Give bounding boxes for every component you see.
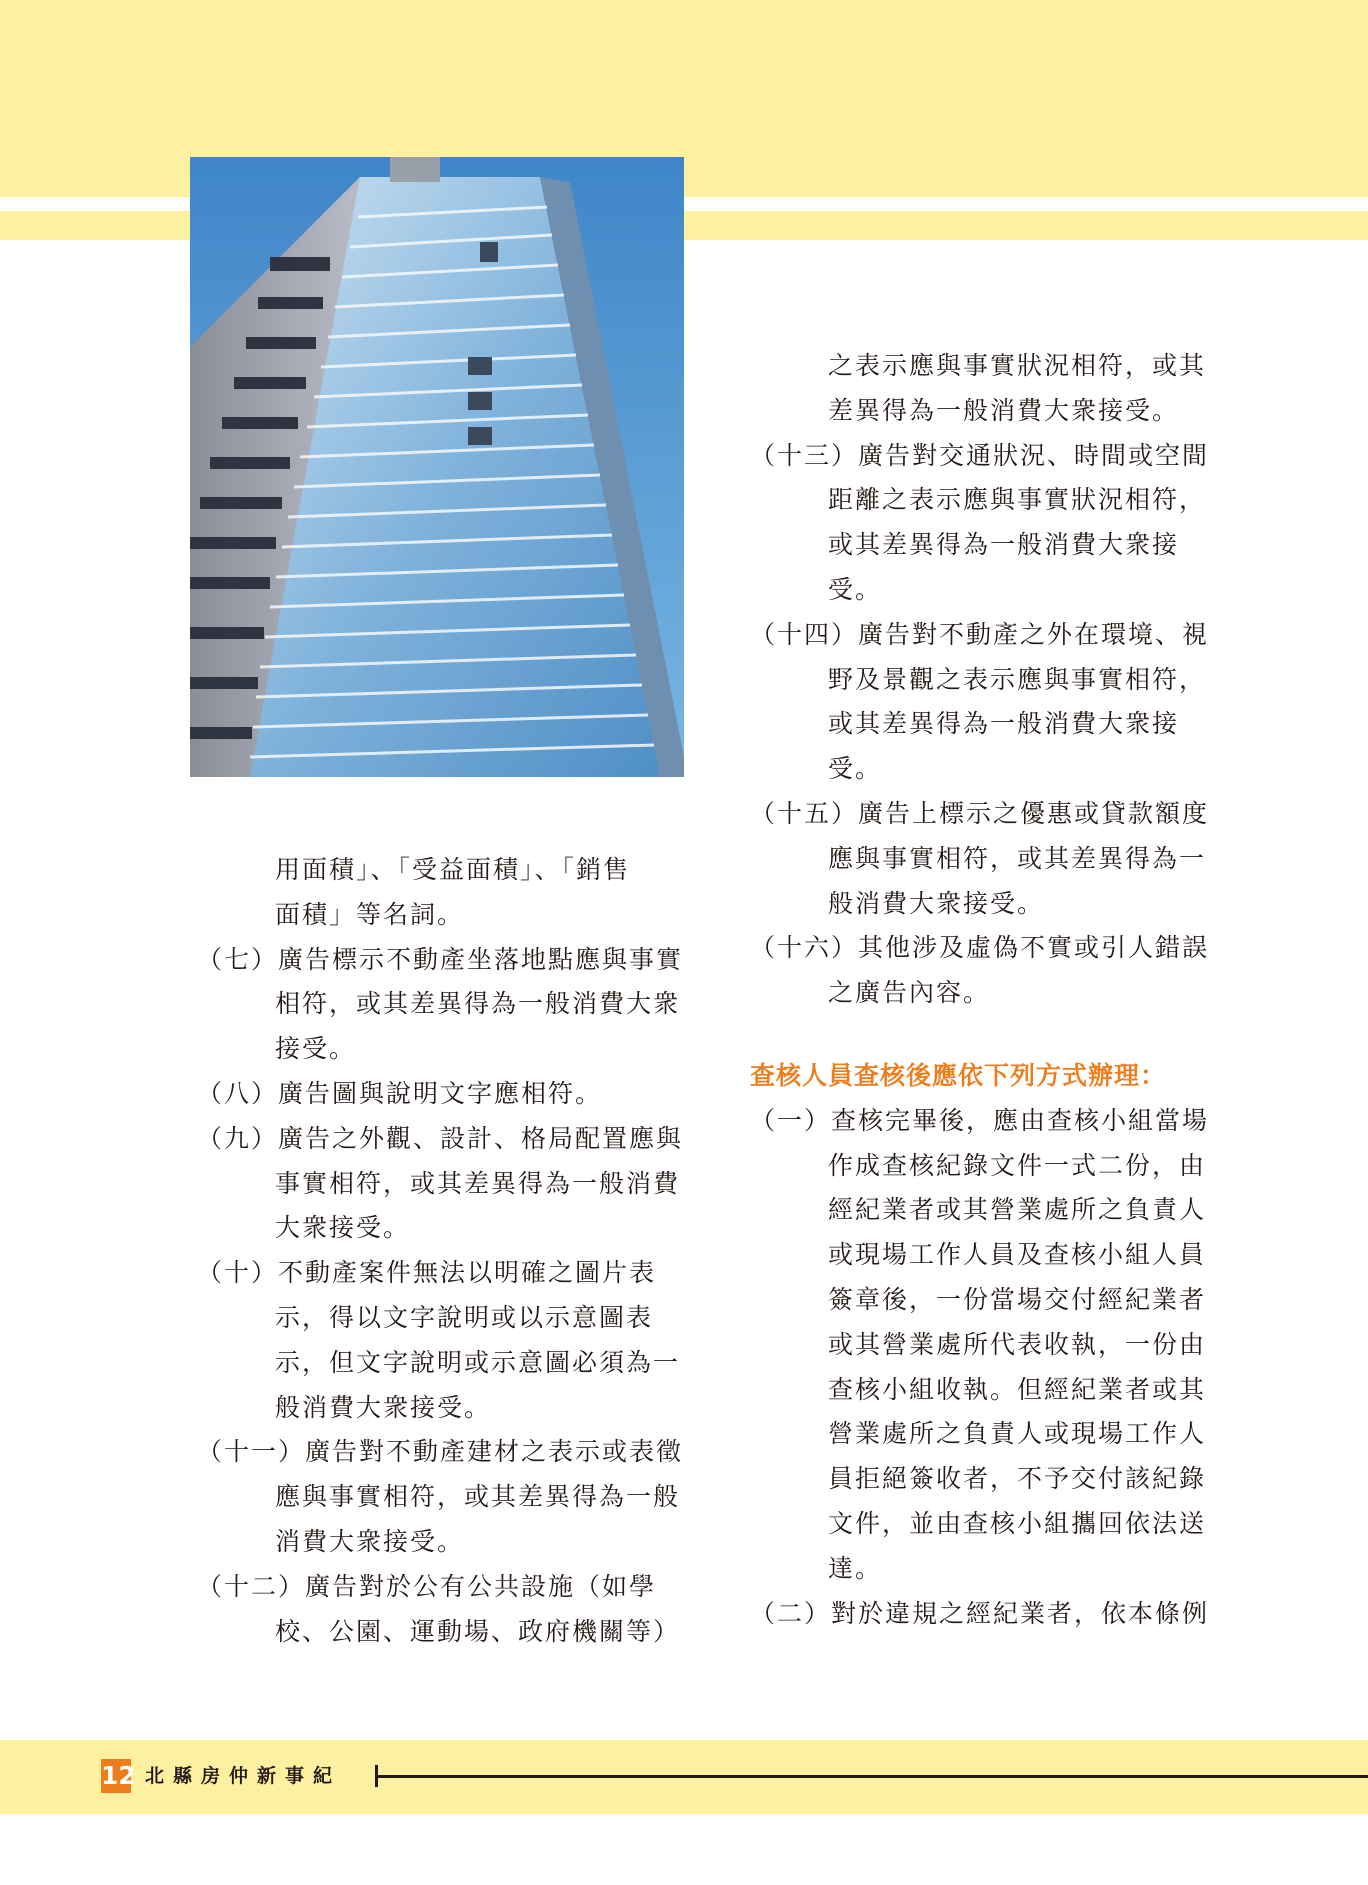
right-text-part-2 [750, 1099, 1240, 1637]
text-line: 示，但文字說明或示意圖必須為一 [275, 1347, 681, 1377]
text-line: 示，得以文字說明或以示意圖表 [275, 1302, 654, 1332]
text-line: （十）不動產案件無法以明確之圖片表 [197, 1258, 657, 1288]
text-line: 作成查核紀錄文件一式二份，由 [828, 1150, 1207, 1180]
text-line: （十六）其他涉及虛偽不實或引人錯誤 [750, 933, 1210, 963]
text-line: 查核小組收執。但經紀業者或其 [828, 1374, 1207, 1404]
text-line: （十二）廣告對於公有公共設施（如學 [197, 1571, 657, 1601]
text-line: 般消費大衆接受。 [275, 1392, 492, 1422]
text-line: 經紀業者或其營業處所之負責人 [828, 1195, 1207, 1225]
text-line: 校、公園、運動場、政府機關等） [275, 1616, 681, 1646]
footer-rule [377, 1775, 1368, 1778]
text-line: 消費大衆接受。 [275, 1526, 465, 1556]
text-line: 應與事實相符，或其差異得為一般 [275, 1482, 681, 1512]
text-line: 大衆接受。 [275, 1213, 411, 1243]
text-line: 或現場工作人員及查核小組人員 [828, 1240, 1207, 1270]
text-line: 事實相符，或其差異得為一般消費 [275, 1168, 681, 1198]
text-line: （七）廣告標示不動產坐落地點應與事實 [197, 944, 684, 974]
text-line: 文件，並由查核小組攜回依法送 [828, 1508, 1207, 1538]
text-line: 或其差異得為一般消費大衆接 [828, 709, 1180, 739]
section-heading: 查核人員查核後應依下列方式辦理： [750, 1060, 1167, 1090]
text-line: 員拒絕簽收者，不予交付該紀錄 [828, 1464, 1207, 1494]
text-line: （九）廣告之外觀、設計、格局配置應與 [197, 1123, 684, 1153]
text-line: （十一）廣告對不動產建材之表示或表徵 [197, 1437, 684, 1467]
text-line: 接受。 [275, 1034, 357, 1064]
text-line: （八）廣告圖與說明文字應相符。 [197, 1078, 603, 1108]
text-line: 用面積」、「受益面積」、「銷售 [275, 855, 631, 884]
left-text-column [197, 848, 697, 1654]
text-line: 野及景觀之表示應與事實相符， [828, 664, 1207, 694]
page-number: 12 [101, 1759, 131, 1793]
text-line: （一）查核完畢後，應由查核小組當場 [750, 1105, 1210, 1135]
building-photo [190, 157, 684, 777]
text-line: 距離之表示應與事實狀況相符， [828, 485, 1207, 515]
text-line: 或其營業處所代表收執，一份由 [828, 1329, 1207, 1359]
text-line: 之表示應與事實狀況相符，或其 [828, 351, 1207, 380]
publication-title: 北縣房仲新事紀 [145, 1765, 342, 1787]
text-line: 受。 [828, 574, 883, 604]
text-line: 般消費大衆接受。 [828, 888, 1045, 918]
text-line: 營業處所之負責人或現場工作人 [828, 1419, 1207, 1449]
text-line: 應與事實相符，或其差異得為一 [828, 843, 1207, 873]
text-line: 受。 [828, 754, 883, 784]
text-line: （十五）廣告上標示之優惠或貸款額度 [750, 798, 1210, 828]
text-line: 或其差異得為一般消費大衆接 [828, 530, 1180, 560]
text-line: 簽章後，一份當場交付經紀業者 [828, 1284, 1207, 1314]
text-line: 達。 [828, 1553, 883, 1583]
text-line: 相符，或其差異得為一般消費大衆 [275, 989, 681, 1019]
right-text-column [750, 344, 1240, 1636]
text-line: （十四）廣告對不動產之外在環境、視 [750, 619, 1210, 649]
text-line: 差異得為一般消費大衆接受。 [828, 395, 1180, 425]
text-line: （十三）廣告對交通狀況、時間或空間 [750, 440, 1210, 470]
text-line: 面積」等名詞。 [275, 899, 465, 929]
right-text-part-1 [750, 344, 1240, 1016]
text-line: （二）對於違規之經紀業者，依本條例 [750, 1598, 1210, 1628]
text-line: 之廣告內容。 [828, 978, 991, 1008]
